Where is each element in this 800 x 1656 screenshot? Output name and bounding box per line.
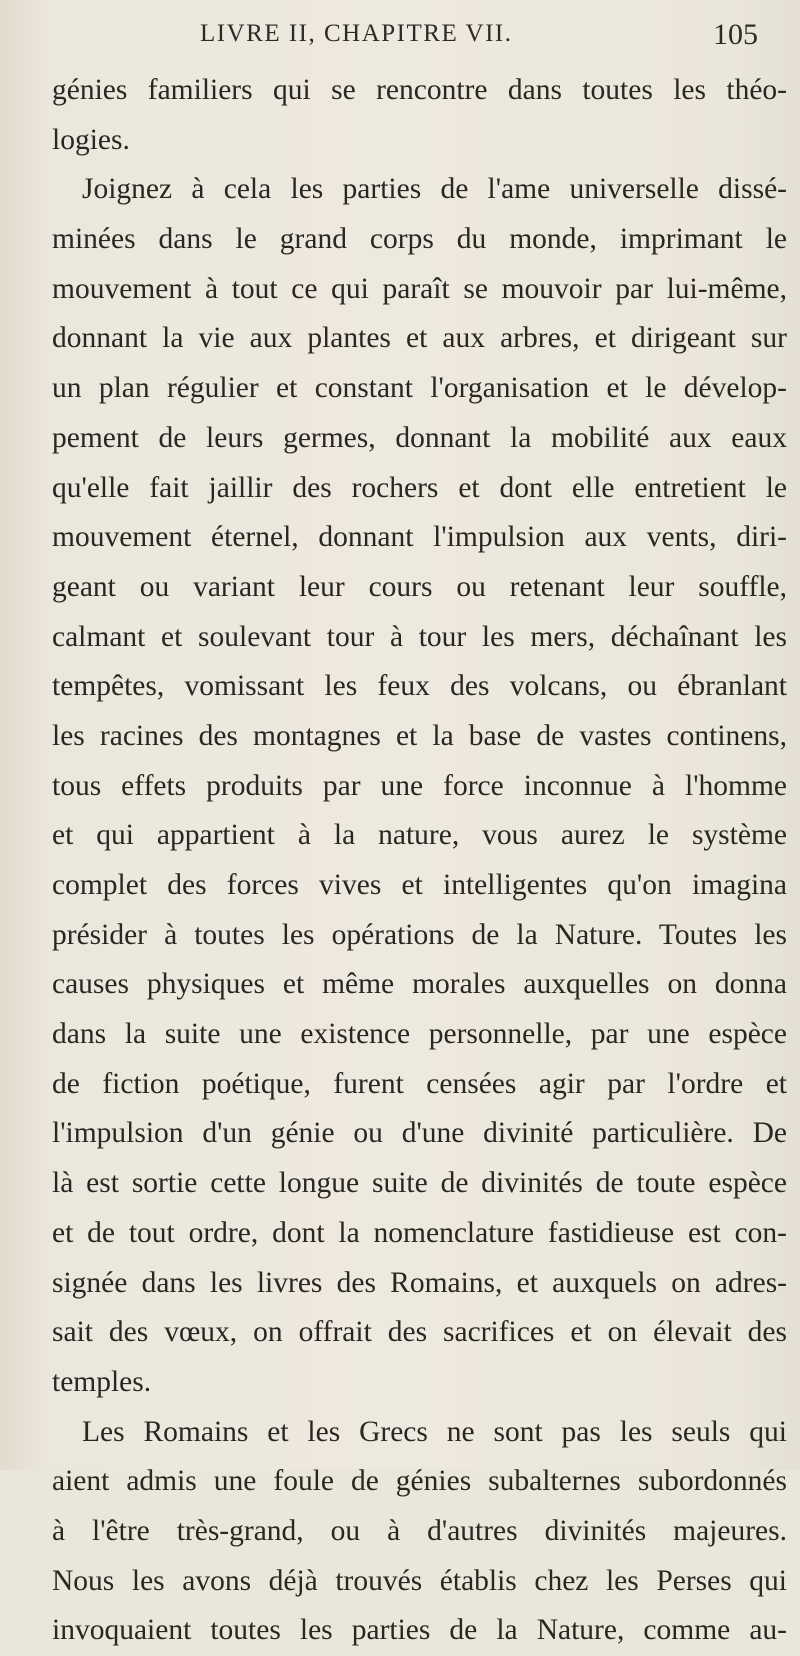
text-line: tempêtes, vomissant les feux des volcans, ou ébranlant xyxy=(52,670,787,703)
text-line: temples. xyxy=(52,1365,152,1398)
text-line: aient admis une foule de génies subalternes subordonnés xyxy=(52,1465,787,1498)
text-line: l'impulsion d'un génie ou d'une divinité particulière. De xyxy=(52,1117,787,1150)
text-line: qu'elle fait jaillir des rochers et dont elle entretient le xyxy=(52,471,787,504)
text-line: mouvement éternel, donnant l'impulsion aux vents, diri- xyxy=(52,521,787,554)
text-line: donnant la vie aux plantes et aux arbres, et dirigeant sur xyxy=(52,322,787,355)
text-line: sait des vœux, on offrait des sacrifices et on élevait des xyxy=(52,1316,787,1349)
running-header xyxy=(200,16,760,56)
text-line: à l'être très-grand, ou à d'autres divinités majeures. xyxy=(52,1514,787,1547)
text-line: mouvement à tout ce qui paraît se mouvoir par lui-même, xyxy=(52,272,787,305)
text-line: complet des forces vives et intelligentes qu'on imagina xyxy=(52,869,787,901)
body-text xyxy=(52,66,787,1656)
text-line: présider à toutes les opérations de la Nature. Toutes les xyxy=(52,918,787,951)
paragraph-start-line: Les Romains et les Grecs ne sont pas les seuls qui xyxy=(82,1415,787,1448)
text-line: de fiction poétique, furent censées agir par l'ordre et xyxy=(52,1067,787,1100)
page-number: 105 xyxy=(713,18,758,51)
running-header-title: LIVRE II, CHAPITRE VII. xyxy=(200,20,513,47)
text-line: et de tout ordre, dont la nomenclature fastidieuse est con- xyxy=(52,1216,787,1249)
text-line: et qui appartient à la nature, vous aurez le système xyxy=(52,819,787,852)
text-line: là est sortie cette longue suite de divinités de toute espèce xyxy=(52,1167,787,1200)
text-line: un plan régulier et constant l'organisation et le dévelop- xyxy=(52,372,787,405)
text-line: dans la suite une existence personnelle, par une espèce xyxy=(52,1018,787,1051)
text-line: logies. xyxy=(52,123,130,156)
text-line: Nous les avons déjà trouvés établis chez les Perses qui xyxy=(52,1564,787,1597)
text-line: causes physiques et même morales auxquelles on donna xyxy=(52,968,787,1001)
text-line: invoquaient toutes les parties de la Nature, comme au- xyxy=(52,1614,787,1647)
text-line: calmant et soulevant tour à tour les mers, déchaînant les xyxy=(52,620,787,653)
text-line: signée dans les livres des Romains, et auxquels on adres- xyxy=(52,1266,787,1299)
text-line: pement de leurs germes, donnant la mobilité aux eaux xyxy=(52,421,787,454)
text-line: minées dans le grand corps du monde, imprimant le xyxy=(52,223,787,256)
text-line: tous effets produits par une force inconnue à l'homme xyxy=(52,769,787,802)
text-line: génies familiers qui se rencontre dans toutes les théo- xyxy=(52,74,787,106)
text-line: geant ou variant leur cours ou retenant leur souffle, xyxy=(52,570,787,603)
paragraph-start-line: Joignez à cela les parties de l'ame universelle dissé- xyxy=(82,173,787,206)
text-line: les racines des montagnes et la base de vastes continens, xyxy=(52,719,787,752)
